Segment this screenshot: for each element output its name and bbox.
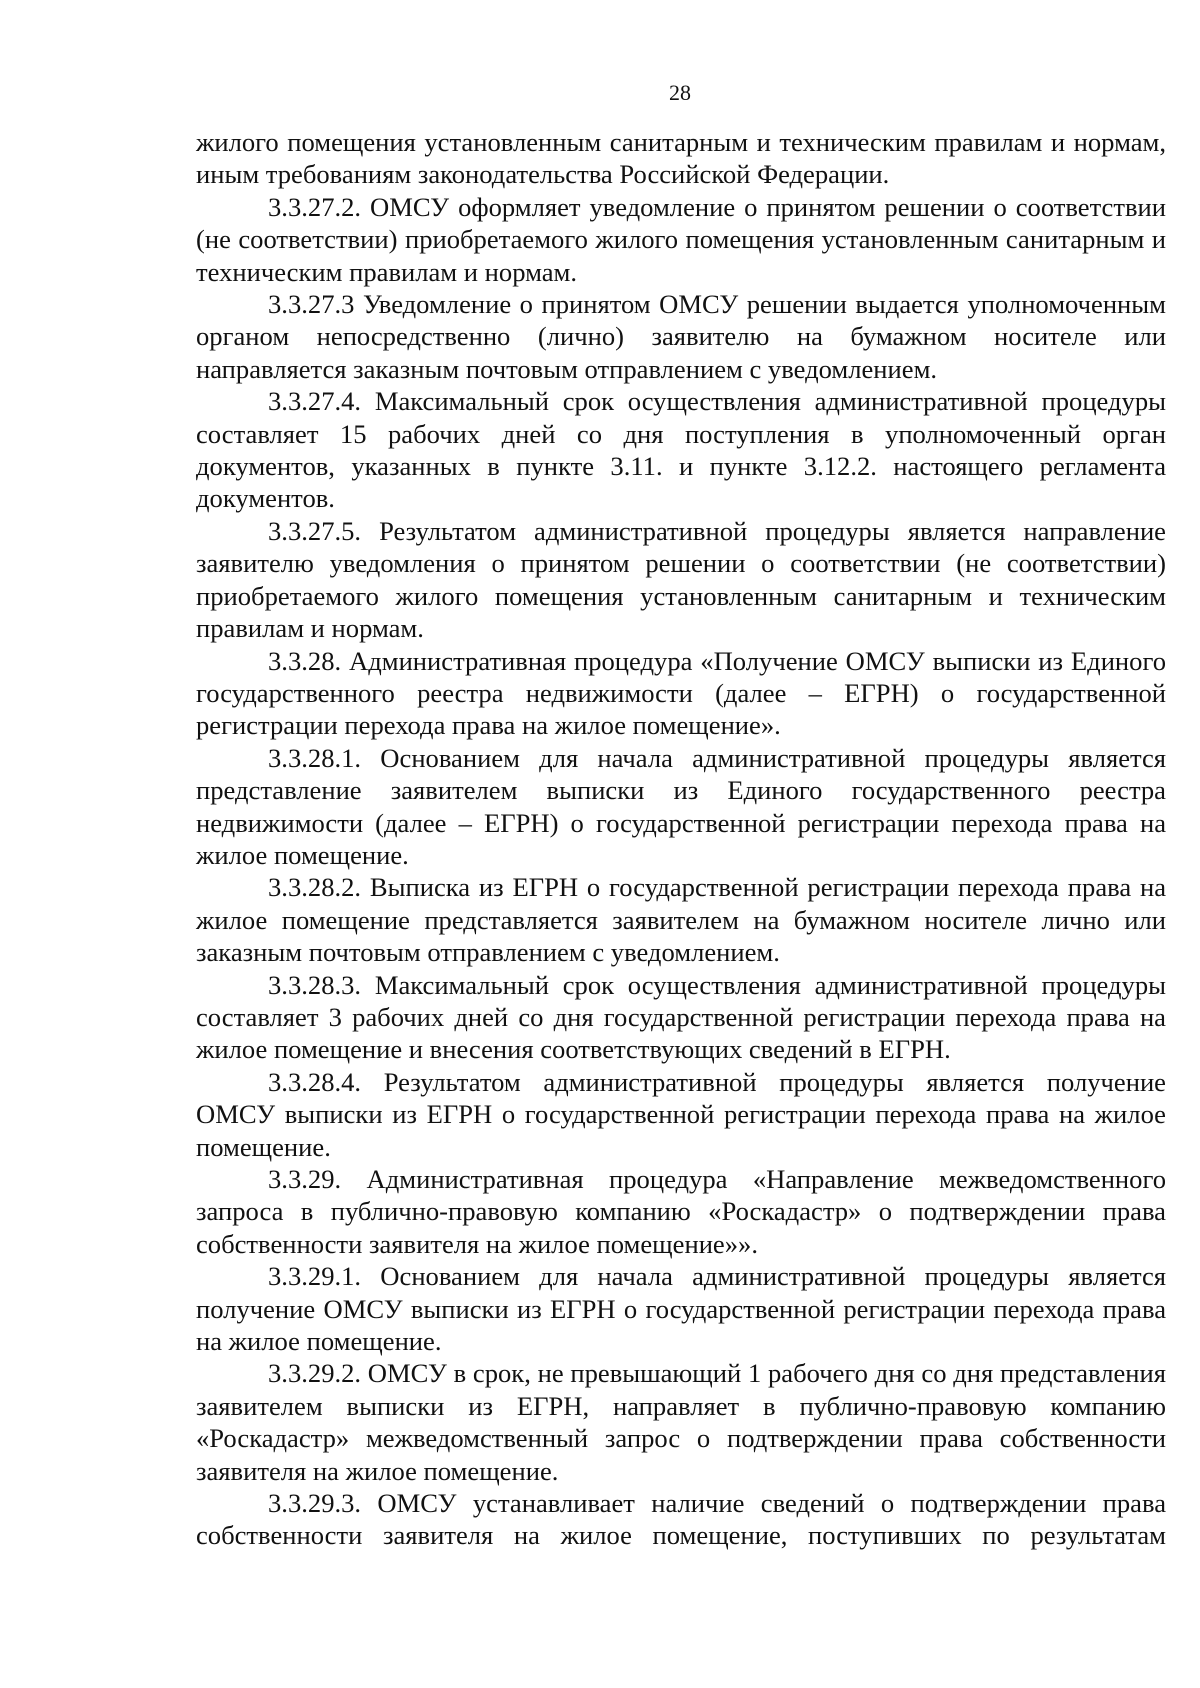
paragraph-3-3-29-3: 3.3.29.3. ОМСУ устанавливает наличие сведений о подтверждении права собственности заявителя на жилое помещение, поступивших по результатам — [196, 1488, 1166, 1551]
paragraph-3-3-28-4: 3.3.28.4. Результатом административной процедуры является получение ОМСУ выписки из ЕГРН о государственной регистрации перехода права на жилое помещение. — [196, 1066, 1166, 1162]
paragraph-3-3-27-2: 3.3.27.2. ОМСУ оформляет уведомление о принятом решении о соответствии (не соответствии) приобретаемого жилого помещения установленным санитарным и техническим правилам и нормам. — [196, 191, 1166, 287]
document-body — [196, 126, 1166, 1552]
paragraph-3-3-28: 3.3.28. Административная процедура «Получение ОМСУ выписки из Единого государственного реестра недвижимости (далее – ЕГРН) о государственной регистрации перехода права на жилое помещение». — [196, 645, 1166, 741]
paragraph-3-3-28-2: 3.3.28.2. Выписка из ЕГРН о государственной регистрации перехода права на жилое помещение представляется заявителем на бумажном носителе лично или заказным почтовым отправлением с уведомлением. — [196, 872, 1166, 968]
paragraph-3-3-27-4: 3.3.27.4. Максимальный срок осуществления административной процедуры составляет 15 рабочих дней со дня поступления в уполномоченный орган документов, указанных в пункте 3.11. и пункте 3.12.2. настоящего регламента документов. — [196, 386, 1166, 514]
paragraph-3-3-29: 3.3.29. Административная процедура «Направление межведомственного запроса в публично-правовую компанию «Роскадастр» о подтверждении права собственности заявителя на жилое помещение»». — [196, 1164, 1166, 1259]
page-number: 28 — [669, 80, 691, 105]
paragraph-3-3-27-3: 3.3.27.3 Уведомление о принятом ОМСУ решении выдается уполномоченным органом непосредственно (лично) заявителю на бумажном носителе или направляется заказным почтовым отправлением с уведомлением. — [196, 289, 1166, 384]
paragraph-continuation: жилого помещения установленным санитарным и техническим правилам и нормам, иным требованиям законодательства Российской Федерации. — [196, 127, 1166, 190]
paragraph-3-3-28-3: 3.3.28.3. Максимальный срок осуществления административной процедуры составляет 3 рабочих дней со дня государственной регистрации перехода права на жилое помещение и внесения соответствующих сведений в ЕГРН. — [196, 969, 1166, 1065]
paragraph-3-3-28-1: 3.3.28.1. Основанием для начала административной процедуры является представление заявителем выписки из Единого государственного реестра недвижимости (далее – ЕГРН) о государственной регистрации перехода права на жилое помещение. — [196, 742, 1166, 870]
paragraph-3-3-27-5: 3.3.27.5. Результатом административной процедуры является направление заявителю уведомления о принятом решении о соответствии (не соответствии) приобретаемого жилого помещения установленным санитарным и техническим правилам и нормам. — [196, 515, 1166, 644]
paragraph-3-3-29-1: 3.3.29.1. Основанием для начала административной процедуры является получение ОМСУ выписки из ЕГРН о государственной регистрации перехода права на жилое помещение. — [196, 1261, 1166, 1357]
paragraph-3-3-29-2: 3.3.29.2. ОМСУ в срок, не превышающий 1 рабочего дня со дня представления заявителем выписки из ЕГРН, направляет в публично-правовую компанию «Роскадастр» межведомственный запрос о подтверждении права собственности заявителя на жилое помещение. — [196, 1358, 1166, 1486]
